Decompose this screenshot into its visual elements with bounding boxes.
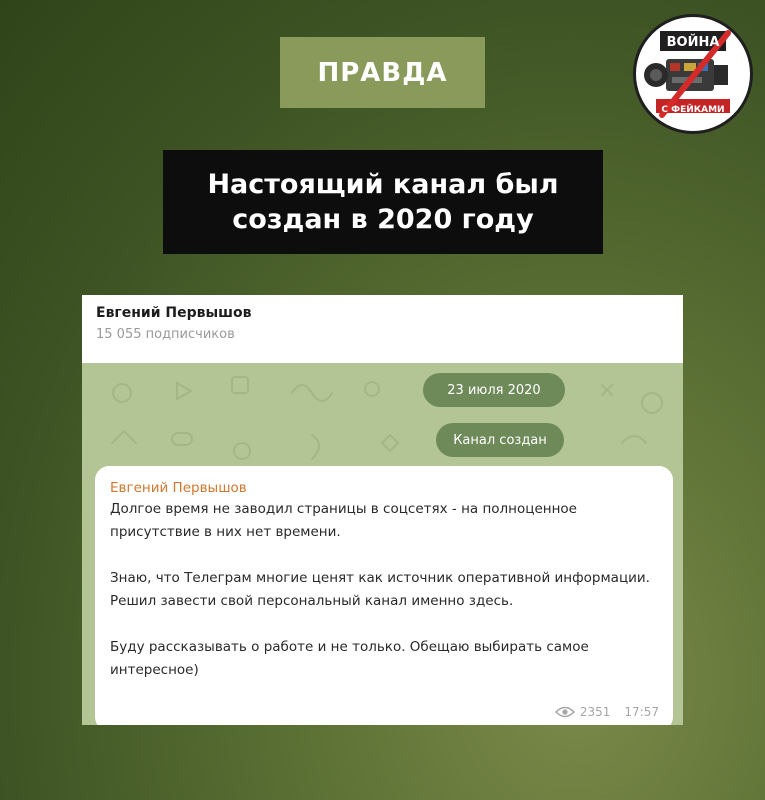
verdict-label: ПРАВДА — [317, 57, 448, 88]
chat-area — [82, 363, 683, 725]
date-pill-label: 23 июля 2020 — [447, 382, 541, 398]
headline-box — [163, 150, 603, 254]
message-text: Долгое время не заводил страницы в соцсетях - на полноценное присутствие в них нет времени. Знаю, что Телеграм многие ценят как источник оперативной информации. Решил завести свой персональный канал именно здесь. Буду рассказывать о работе и не только. Обещаю выбирать самое интересное) — [110, 501, 650, 678]
subscriber-count: 15 055 подписчиков — [96, 327, 235, 342]
message-time: 17:57 — [624, 705, 659, 719]
headline-text: Настоящий канал был создан в 2020 году — [207, 169, 559, 235]
message-bubble — [95, 466, 673, 725]
telegram-screenshot — [82, 295, 683, 725]
service-message-pill — [436, 423, 564, 457]
channel-header — [82, 295, 683, 363]
logo-bottom-text: С ФЕЙКАМИ — [661, 105, 725, 115]
date-pill — [423, 373, 565, 407]
view-count: 2351 — [579, 705, 611, 719]
eye-icon — [555, 706, 575, 718]
channel-name: Евгений Первышов — [96, 305, 252, 321]
message-meta — [555, 705, 659, 719]
logo-top-text: ВОЙНА — [666, 35, 720, 50]
message-author: Евгений Первышов — [110, 480, 247, 496]
project-logo — [633, 14, 753, 134]
verdict-badge — [280, 37, 485, 108]
service-message-label: Канал создан — [453, 432, 547, 448]
